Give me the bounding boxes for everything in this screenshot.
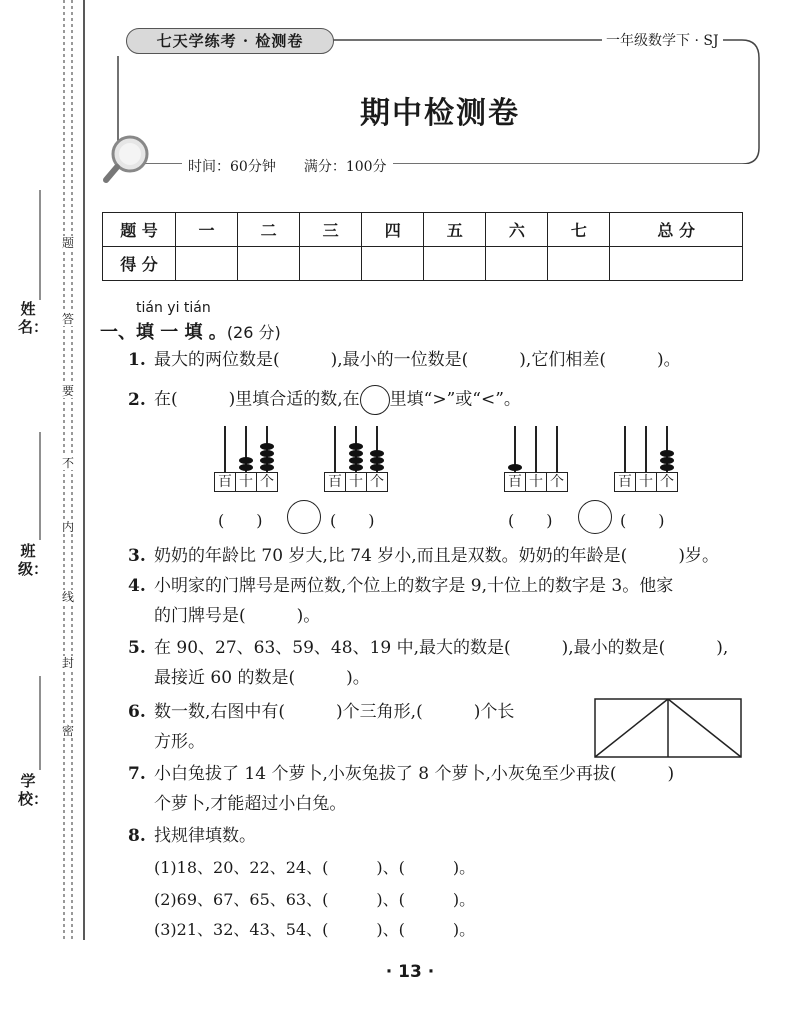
abacus: [614, 426, 678, 506]
question-5-cont: 最接近 60 的数是( )。: [154, 668, 370, 688]
section-heading: [100, 318, 281, 344]
score-input-cell[interactable]: [610, 247, 743, 281]
abacus-base: [214, 472, 278, 492]
answer-blank[interactable]: ( ): [508, 511, 553, 530]
abacus-place-label: 十: [636, 473, 657, 491]
seal-char: 密: [56, 724, 80, 738]
table-cell: 七: [548, 213, 610, 247]
abacus-rod: [645, 426, 647, 472]
question-number: 7.: [128, 764, 146, 784]
answer-blank[interactable]: ( ): [330, 511, 375, 530]
abacus-place-label: 个: [370, 474, 384, 490]
compare-circle[interactable]: [287, 500, 321, 534]
series-badge: 七天学练考 · 检测卷: [126, 28, 334, 54]
seal-char: 题: [56, 236, 80, 250]
question-number: 8.: [128, 826, 146, 846]
abacus-place-label: 百: [615, 473, 636, 491]
abacus-bead: [508, 464, 522, 471]
table-cell: 得 分: [103, 247, 176, 281]
class-label: 班级：: [18, 542, 49, 578]
question-text: 找规律填数。: [154, 826, 256, 846]
question-text: 奶奶的年龄比 70 岁大,比 74 岁小,而且是双数。奶奶的年龄是( )岁。: [154, 546, 719, 566]
time-score-info: 时间：60分钟 满分：100分: [182, 156, 393, 176]
table-cell: 题 号: [103, 213, 176, 247]
question-number: 3.: [128, 546, 146, 566]
abacus-rod: [624, 426, 626, 472]
question-number: 4.: [128, 576, 146, 596]
question-number: 6.: [128, 702, 146, 722]
abacus-bead: [660, 464, 674, 471]
abacus-bead: [260, 457, 274, 464]
question-5: [128, 636, 728, 660]
score-input-cell[interactable]: [486, 247, 548, 281]
score-input-cell[interactable]: [176, 247, 238, 281]
abacus-place-label: 十: [346, 473, 367, 491]
abacus-bead: [349, 464, 363, 471]
question-number: 5.: [128, 638, 146, 658]
abacus-place-label: 百: [325, 473, 346, 491]
abacus-bead: [239, 457, 253, 464]
question-text: 数一数,右图中有( )个三角形,( )个长: [154, 702, 515, 722]
circle-symbol: [360, 385, 390, 415]
table-cell: 四: [362, 213, 424, 247]
question-number: 2.: [128, 389, 146, 410]
section-title: 一、填 一 填 。: [100, 322, 227, 343]
question-text: 小白兔拔了 14 个萝卜,小灰兔拔了 8 个萝卜,小灰兔至少再拔( ): [154, 764, 675, 784]
score-table: [102, 212, 743, 281]
school-label: 学校：: [18, 772, 49, 808]
score-input-cell[interactable]: [548, 247, 610, 281]
abacus: [504, 426, 568, 506]
abacus-bead: [260, 464, 274, 471]
abacus-rod: [535, 426, 537, 472]
score-input-cell[interactable]: [424, 247, 486, 281]
question-text: 最大的两位数是( ),最小的一位数是( ),它们相差( )。: [154, 350, 681, 370]
table-cell: 三: [300, 213, 362, 247]
abacus: [214, 426, 278, 506]
question-8: [128, 824, 256, 848]
sequence-1: (1)18、20、22、24、( )、( )。: [154, 858, 476, 877]
question-2: [128, 385, 521, 415]
abacus-rod: [224, 426, 226, 472]
compare-circle[interactable]: [578, 500, 612, 534]
table-row: [103, 213, 743, 247]
abacus-bead: [370, 457, 384, 464]
sequence-2: (2)69、67、65、63、( )、( )。: [154, 890, 476, 909]
abacus-place-label: 百: [215, 473, 236, 491]
section-pinyin: tián yi tián: [136, 300, 211, 316]
abacus-base: [614, 472, 678, 492]
abacus-bead: [660, 457, 674, 464]
page-number: · 13 ·: [385, 962, 435, 982]
magnifier-icon: [100, 132, 158, 190]
question-text: 里填“>”或“<”。: [389, 389, 521, 410]
question-number: 1.: [128, 350, 146, 370]
question-3: [128, 544, 719, 568]
answer-blank[interactable]: ( ): [218, 511, 263, 530]
table-cell: 五: [424, 213, 486, 247]
abacus-bead: [239, 464, 253, 471]
abacus-place-label: 个: [550, 474, 564, 490]
question-4-cont: 的门牌号是( )。: [154, 606, 321, 626]
abacus-place-label: 个: [660, 474, 674, 490]
question-text: 小明家的门牌号是两位数,个位上的数字是 9,十位上的数字是 3。他家: [154, 576, 674, 596]
abacus-place-label: 个: [260, 474, 274, 490]
abacus-bead: [370, 464, 384, 471]
seal-char: 不: [56, 456, 80, 470]
sequence-3: (3)21、32、43、54、( )、( )。: [154, 920, 476, 939]
abacus-base: [324, 472, 388, 492]
seal-char: 封: [56, 656, 80, 670]
abacus-bead: [660, 450, 674, 457]
abacus-rod: [556, 426, 558, 472]
question-text: 在( )里填合适的数,在: [154, 389, 360, 410]
abacus-bead: [349, 457, 363, 464]
score-input-cell[interactable]: [300, 247, 362, 281]
page-title: 期中检测卷: [360, 96, 520, 131]
seal-char: 要: [56, 384, 80, 398]
abacus-rod: [334, 426, 336, 472]
abacus-place-label: 十: [526, 473, 547, 491]
abacus-bead: [370, 450, 384, 457]
table-cell: 二: [238, 213, 300, 247]
score-input-cell[interactable]: [238, 247, 300, 281]
binding-lines: [0, 0, 100, 1020]
abacus-place-label: 十: [236, 473, 257, 491]
answer-blank[interactable]: ( ): [620, 511, 665, 530]
abacus-bead: [260, 443, 274, 450]
question-6: [128, 700, 514, 724]
triangle-figure: [594, 698, 744, 760]
abacus-bead: [349, 443, 363, 450]
table-cell: 总 分: [610, 213, 743, 247]
score-input-cell[interactable]: [362, 247, 424, 281]
seal-char: 答: [56, 312, 80, 326]
seal-char: 内: [56, 520, 80, 534]
question-text: 在 90、27、63、59、48、19 中,最大的数是( ),最小的数是( ),: [154, 638, 729, 658]
table-row: [103, 247, 743, 281]
question-7: [128, 762, 674, 786]
abacus-base: [504, 472, 568, 492]
name-label: 姓名：: [18, 300, 49, 336]
question-4: [128, 574, 673, 598]
question-6-cont: 方形。: [154, 732, 205, 752]
section-points: (26 分): [226, 323, 281, 342]
grade-label: 一年级数学下 · SJ: [602, 30, 723, 50]
table-cell: 一: [176, 213, 238, 247]
abacus: [324, 426, 388, 506]
question-7-cont: 个萝卜,才能超过小白兔。: [154, 794, 347, 814]
seal-char: 线: [56, 590, 80, 604]
question-1: [128, 348, 681, 372]
table-cell: 六: [486, 213, 548, 247]
abacus-place-label: 百: [505, 473, 526, 491]
abacus-bead: [349, 450, 363, 457]
abacus-bead: [260, 450, 274, 457]
